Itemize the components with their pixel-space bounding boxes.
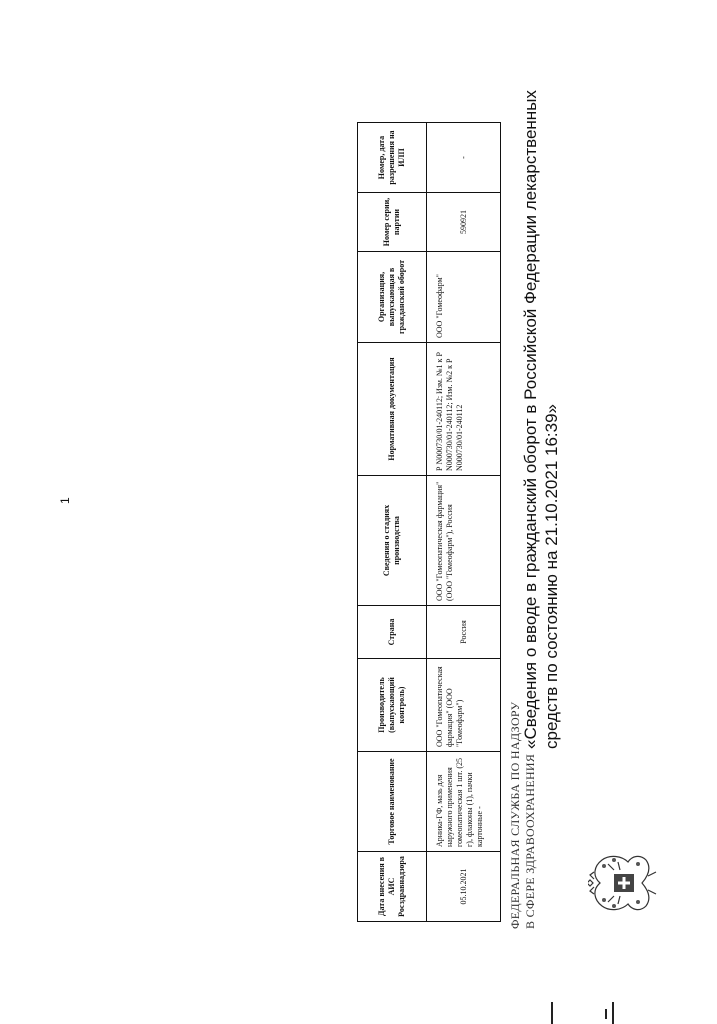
cell-date: 05.10.2021 [427,852,501,922]
header-trade-name: Торговое наименование [358,752,427,852]
footer-mark [551,1002,553,1024]
cell-normative-docs: Р N000730/01-240112; Изм. №1 к Р N000730/01-240112; Изм. №2 к Р N000730/01-240112 [427,343,501,476]
title-line-2: средств по состоянию на 21.10.2021 16:39» [542,403,561,749]
org-line-1: ФЕДЕРАЛЬНАЯ СЛУЖБА ПО НАДЗОРУ [508,701,522,929]
footer-mark [612,1002,614,1024]
cell-stages: ООО "Гомеопатическая фармация" (ООО "Гомеофарм"), Россия [427,476,501,606]
page-number: 1 [58,497,72,504]
cell-country: Россия [427,606,501,659]
header-permit: Номер, дата разрешения на ИЛП [358,123,427,193]
footer-mark [605,1009,607,1019]
header-organization: Организация, выпускающая в гражданский оборот [358,252,427,343]
double-headed-eagle-emblem-icon [588,846,658,920]
cell-permit: - [427,123,501,193]
title-line-1: «Сведения о вводе в гражданский оборот в Российской Федерации лекарственных [521,90,540,749]
cell-trade-name: Арника-ГФ, мазь для наружного применения гомеопатическая 1 шт. (25 г), флаконы (1), пачки картонные - [427,752,501,852]
org-line-2: В СФЕРЕ ЗДРАВООХРАНЕНИЯ [523,753,537,929]
header-normative-docs: Нормативная документация [358,343,427,476]
cell-batch: 590921 [427,193,501,252]
registry-table [357,122,501,922]
cell-manufacturer: ООО "Гомеопатическая фармация" (ООО "Гомеофарм") [427,659,501,752]
header-stages: Сведения о стадиях производства [358,476,427,606]
table-row [427,123,501,922]
header-batch: Номер серии, партии [358,193,427,252]
header-date: Дата внесения в АИС Росздравнадзора [358,852,427,922]
cell-organization: ООО "Гомеофарм" [427,252,501,343]
header-country: Страна [358,606,427,659]
header-manufacturer: Производитель (выпускающий контроль) [358,659,427,752]
document-title [520,29,562,749]
table-header-row [358,123,427,922]
